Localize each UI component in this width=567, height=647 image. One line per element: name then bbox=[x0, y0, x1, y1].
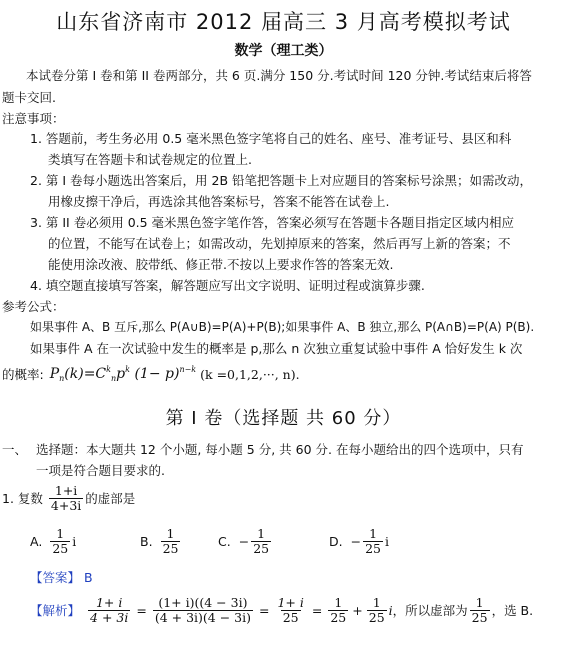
analysis-frac-3 bbox=[275, 596, 305, 625]
formula-line-3 bbox=[2, 362, 300, 386]
analysis-frac-6-num: 1 bbox=[475, 595, 484, 610]
option-a-fraction bbox=[50, 527, 70, 556]
question-1-fraction bbox=[49, 484, 83, 513]
analysis-frac-3-den: 25 bbox=[282, 609, 299, 625]
section-title: 第 I 卷（选择题 共 60 分） bbox=[165, 408, 402, 429]
exam-title: 山东省济南市 2012 届高三 3 月高考模拟考试 bbox=[56, 10, 511, 34]
analysis-eq-3: = bbox=[311, 602, 323, 618]
option-a-tail: i bbox=[72, 533, 77, 549]
formulas-heading: 参考公式： bbox=[2, 299, 65, 314]
binomial-formula: $P_n(k)=C^k_np^k$ $(1- p)^{n-k}$ bbox=[49, 365, 197, 383]
note-item-4: 4. 填空题直接填写答案，解答题应写出文字说明、证明过程或演算步骤. bbox=[30, 278, 425, 293]
option-c-minus: − bbox=[238, 533, 250, 549]
analysis-eq-2: = bbox=[258, 602, 270, 618]
option-b bbox=[140, 527, 182, 556]
analysis-frac-4-den: 25 bbox=[330, 609, 347, 625]
analysis-frac-3-num: 1+ i bbox=[277, 595, 304, 610]
analysis-frac-2-den: (4 + 3i)(4 − 3i) bbox=[154, 609, 251, 625]
option-d-fraction bbox=[363, 527, 383, 556]
option-a bbox=[30, 527, 76, 556]
option-a-num: 1 bbox=[56, 526, 65, 541]
note-item-3-line-2: 的位置，不能写在试卷上；如需改动，先划掉原来的答案，然后再写上新的答案；不 bbox=[48, 236, 511, 251]
analysis-plus: + bbox=[352, 602, 363, 618]
question-1-fraction-num: 1+i bbox=[54, 483, 78, 498]
intro-line-1: 本试卷分第 I 卷和第 II 卷两部分，共 6 页.满分 150 分.考试时间 120 分钟.考试结束后将答 bbox=[26, 68, 532, 83]
part-instructions-line-1: 选择题：本大题共 12 个小题, 每小题 5 分, 共 60 分. 在每小题给出的四个选项中，只有 bbox=[36, 442, 524, 457]
option-c bbox=[218, 527, 273, 556]
analysis-line bbox=[30, 596, 533, 625]
answer-line bbox=[30, 568, 93, 586]
option-b-num: 1 bbox=[166, 526, 175, 541]
analysis-frac-1-den: 4 + 3i bbox=[90, 609, 129, 625]
analysis-frac-4 bbox=[328, 596, 348, 625]
analysis-eq-1: = bbox=[136, 602, 147, 618]
option-d-den: 25 bbox=[365, 540, 381, 556]
note-item-3-line-1: 3. 第 II 卷必须用 0.5 毫米黑色签字笔作答，答案必须写在答题卡各题目指定区域内相应 bbox=[30, 215, 515, 230]
part-label: 一、 bbox=[2, 442, 28, 457]
note-item-2-line-1: 2. 第 I 卷每小题选出答案后，用 2B 铅笔把答题卡上对应题目的答案标号涂黑；如需改动， bbox=[30, 173, 533, 188]
analysis-frac-5-num: 1 bbox=[372, 595, 381, 610]
note-item-1-line-2: 类填写在答题卡和试卷规定的位置上. bbox=[48, 152, 252, 167]
analysis-frac-1-num: 1+ i bbox=[95, 595, 123, 610]
question-1-suffix: 的虚部是 bbox=[85, 491, 136, 507]
analysis-frac-6-den: 25 bbox=[471, 609, 488, 625]
analysis-frac-5 bbox=[367, 596, 387, 625]
analysis-frac-4-num: 1 bbox=[334, 595, 343, 610]
option-b-fraction bbox=[161, 527, 181, 556]
option-c-num: 1 bbox=[257, 526, 266, 541]
question-1-prefix: 1. 复数 bbox=[2, 491, 43, 507]
option-d-minus: − bbox=[350, 533, 362, 549]
option-c-den: 25 bbox=[253, 540, 270, 556]
note-item-1-line-1: 1. 答题前，考生务必用 0.5 毫米黑色签字笔将自己的姓名、座号、准考证号、县区和科 bbox=[30, 131, 512, 146]
option-b-den: 25 bbox=[162, 540, 179, 556]
option-d-label: D. bbox=[329, 533, 343, 549]
note-item-2-line-2: 用橡皮擦干净后，再选涂其他答案标号，答案不能答在试卷上. bbox=[48, 194, 390, 209]
exam-subtitle: 数学（理工类） bbox=[234, 43, 333, 59]
option-a-label: A. bbox=[30, 533, 43, 549]
formula-line-2: 如果事件 A 在一次试验中发生的概率是 p,那么 n 次独立重复试验中事件 A 恰好发生 k 次 bbox=[30, 341, 523, 356]
option-d-num: 1 bbox=[369, 526, 378, 541]
notes-heading: 注意事项： bbox=[2, 111, 65, 126]
question-1-fraction-den: 4+3i bbox=[50, 497, 82, 513]
question-1-stem bbox=[2, 484, 135, 513]
answer-label: 【答案】 bbox=[30, 570, 81, 585]
analysis-frac-5-den: 25 bbox=[368, 609, 385, 625]
formula-line-3-range: (k =0,1,2,···, n). bbox=[200, 366, 300, 382]
analysis-i: i bbox=[388, 602, 393, 618]
analysis-frac-2-num: (1+ i)((4 − 3i) bbox=[158, 595, 248, 610]
analysis-frac-1 bbox=[88, 596, 130, 625]
option-d-tail: i bbox=[385, 533, 389, 549]
analysis-frac-2 bbox=[153, 596, 253, 625]
note-item-3-line-3: 能使用涂改液、胶带纸、修正带.不按以上要求作答的答案无效. bbox=[48, 257, 394, 272]
analysis-frac-6 bbox=[470, 596, 490, 625]
option-c-fraction bbox=[251, 527, 271, 556]
formula-line-1: 如果事件 A、B 互斥,那么 P(A∪B)=P(A)+P(B);如果事件 A、B 独立,那么 P(A∩B)=P(A) P(B). bbox=[30, 320, 535, 334]
analysis-label: 【解析】 bbox=[30, 603, 81, 619]
option-d bbox=[329, 527, 389, 556]
intro-line-2: 题卡交回. bbox=[2, 90, 56, 105]
option-c-label: C. bbox=[218, 533, 231, 549]
analysis-end: ，选 B. bbox=[491, 603, 534, 619]
option-a-den: 25 bbox=[52, 540, 69, 556]
part-instructions-line-2: 一项是符合题目要求的. bbox=[36, 463, 165, 478]
option-b-label: B. bbox=[140, 533, 153, 549]
answer-value: B bbox=[84, 570, 93, 585]
analysis-tail: ，所以虚部为 bbox=[392, 603, 468, 619]
formula-line-3-prefix: 的概率: bbox=[2, 367, 44, 382]
